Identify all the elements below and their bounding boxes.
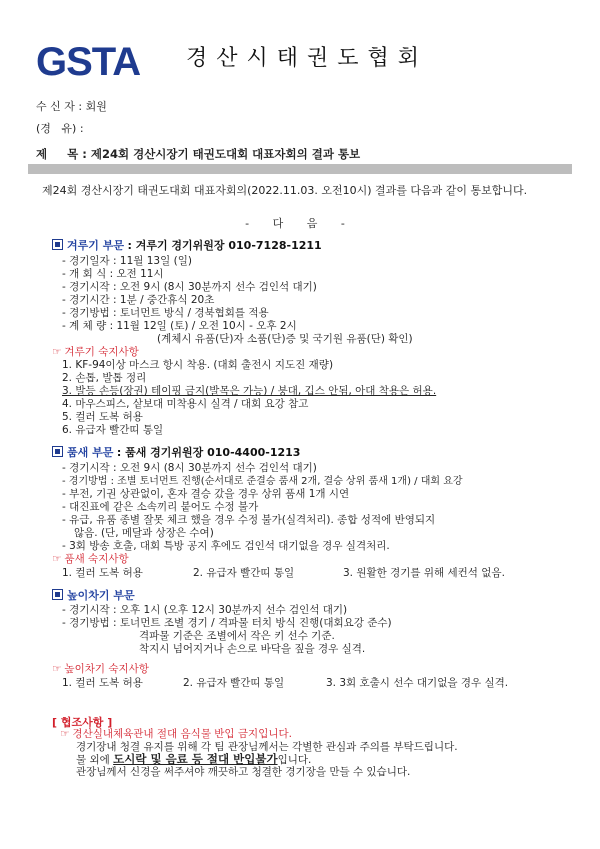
- list-item: - 3회 방송 호출, 대회 특방 공지 후에도 검인석 대기없을 경우 실격처리.: [62, 540, 390, 552]
- divider-bar: [28, 164, 572, 174]
- pointing-hand-icon: ☞: [52, 663, 62, 675]
- logo-text: GSTA: [36, 40, 141, 84]
- coop-line-4: 관장님께서 신경을 써주셔야 깨끗하고 청결한 경기장을 만들 수 있습니다.: [76, 766, 411, 778]
- list-item: 3. 3회 호출시 선수 대기없을 경우 실격.: [326, 677, 509, 689]
- list-item: - 경기방법 : 토너먼트 조별 경기 / 격파물 터치 방식 진행(대회요강 준수): [62, 617, 392, 629]
- list-item: 착지시 넘어지거나 손으로 바닥을 짚을 경우 실격.: [139, 643, 366, 655]
- list-item: - 경기방법 : 토너먼트 방식 / 경북협회를 적용: [62, 307, 269, 319]
- list-item: - 계 체 량 : 11월 12일 (토) / 오전 10시 - 오후 2시: [62, 320, 297, 332]
- dah-heading: - 다 음 -: [245, 217, 355, 230]
- list-item: 격파물 기준은 조별에서 작은 키 선수 기준.: [139, 630, 335, 642]
- list-item: - 유급, 유품 종별 잘못 체크 했을 경우 수정 불가(실격처리). 종합 성적에 반영되지: [62, 514, 436, 526]
- square-bullet-icon: [52, 446, 63, 457]
- gyeorugi-notes-title: [52, 346, 139, 359]
- recipient-row: [36, 100, 107, 114]
- subject-label: 제 목 :: [36, 147, 87, 161]
- poomsae-heading: [52, 446, 300, 460]
- list-item: 않음. (단, 메달과 상장은 수여): [74, 527, 214, 539]
- list-item: 3. 발등 손등(장권) 테이핑 금지(발목은 가능) / 붕대, 깁스 안됨, 아대 착용은 허용.: [62, 385, 437, 397]
- coop-title: [ 협조사항 ]: [52, 716, 113, 729]
- list-item: - 경기시작 : 오후 1시 (오후 12시 30분까지 선수 검인석 대기): [62, 604, 348, 616]
- jump-heading: [52, 589, 135, 603]
- notes-title-text: 높이차기 숙지사항: [64, 663, 149, 675]
- pointing-hand-icon: ☞: [52, 553, 62, 565]
- square-bullet-icon: [52, 239, 63, 250]
- poomsae-contact: : 품새 경기위원장 010-4400-1213: [116, 446, 301, 459]
- poomsae-notes-title: [52, 553, 129, 566]
- list-item: 2. 손톱, 발톱 정리: [62, 372, 147, 384]
- list-item: 1. KF-94이상 마스크 항시 착용. (대회 출전시 지도진 재량): [62, 359, 334, 371]
- list-item: - 경기일자 : 11월 13일 (일): [62, 255, 192, 267]
- notes-title-text: 품새 숙지사항: [64, 553, 129, 565]
- list-item: 6. 유급자 빨간띠 통일: [62, 424, 164, 436]
- list-item: - 대진표에 같은 소속끼리 붙어도 수정 불가: [62, 501, 259, 513]
- list-item: (계체시 유품(단)자 소품(단)증 및 국기원 유품(단) 확인): [157, 333, 413, 345]
- list-item: - 개 회 식 : 오전 11시: [62, 268, 164, 280]
- recipient-value: 회원: [85, 100, 107, 113]
- list-item: - 경기시작 : 오전 9시 (8시 30분까지 선수 검인석 대기): [62, 281, 317, 293]
- intro-text: 제24회 경산시장기 태권도대회 대표자회의(2022.11.03. 오전10시) 결과를 다음과 같이 통보합니다.: [42, 184, 528, 197]
- pointing-hand-icon: ☞: [60, 728, 70, 740]
- gsta-logo: [36, 38, 164, 86]
- via-label: (경 유) :: [36, 122, 84, 135]
- list-item: - 경기시간 : 1분 / 중간휴식 20초: [62, 294, 215, 306]
- coop-line-3-pre: 물 외에: [76, 754, 110, 766]
- list-item: - 경기시작 : 오전 9시 (8시 30분까지 선수 검인석 대기): [62, 462, 317, 474]
- list-item: 1. 컬러 도복 허용: [62, 677, 143, 689]
- coop-line-3-post: 입니다.: [277, 754, 312, 766]
- list-item: - 경기방법 : 조별 토너먼트 진행(순서대로 준결승 품새 2개, 결승 상위 품새 1개) / 대회 요강: [62, 476, 463, 487]
- square-bullet-icon: [52, 589, 63, 600]
- recipient-label: 수 신 자 :: [36, 100, 83, 113]
- gyeorugi-heading: [52, 239, 322, 253]
- org-name: 경산시태권도협회: [186, 46, 429, 71]
- gyeorugi-contact: : 겨루기 경기위원장 010-7128-1211: [127, 239, 322, 252]
- coop-line-1: [60, 728, 292, 741]
- jump-name: 높이차기 부문: [67, 589, 135, 602]
- subject-row: [36, 146, 360, 162]
- list-item: 4. 마우스피스, 샅보대 미착용시 실격 / 대회 요강 참고: [62, 398, 309, 410]
- coop-line-2: 경기장내 청결 유지를 위해 각 팀 관장님께서는 각별한 관심과 주의를 부탁드립니다.: [76, 741, 458, 753]
- list-item: 1. 컬러 도복 허용: [62, 567, 143, 579]
- subject-value: 제24회 경산시장기 태권도대회 대표자회의 결과 통보: [90, 147, 361, 161]
- via-row: [36, 122, 84, 136]
- list-item: 2. 유급자 빨간띠 통일: [183, 677, 285, 689]
- list-item: 5. 컬러 도복 허용: [62, 411, 143, 423]
- list-item: - 부전, 기권 상관없이, 혼자 결승 갔을 경우 상위 품새 1개 시연: [62, 488, 350, 500]
- poomsae-name: 품새 부문: [67, 446, 114, 459]
- coop-line-3-bold: 도시락 및 음료 등 절대 반입불가: [113, 752, 278, 766]
- jump-notes-title: [52, 663, 149, 676]
- pointing-hand-icon: ☞: [52, 346, 62, 358]
- gyeorugi-name: 겨루기 부문: [67, 239, 124, 252]
- coop-line-1-text: 경산실내체육관내 절대 음식물 반입 금지입니다.: [72, 728, 292, 740]
- notes-title-text: 겨루기 숙지사항: [64, 346, 139, 358]
- list-item: 2. 유급자 빨간띠 통일: [193, 567, 295, 579]
- list-item: 3. 원활한 경기를 위해 세컨석 없음.: [343, 567, 505, 579]
